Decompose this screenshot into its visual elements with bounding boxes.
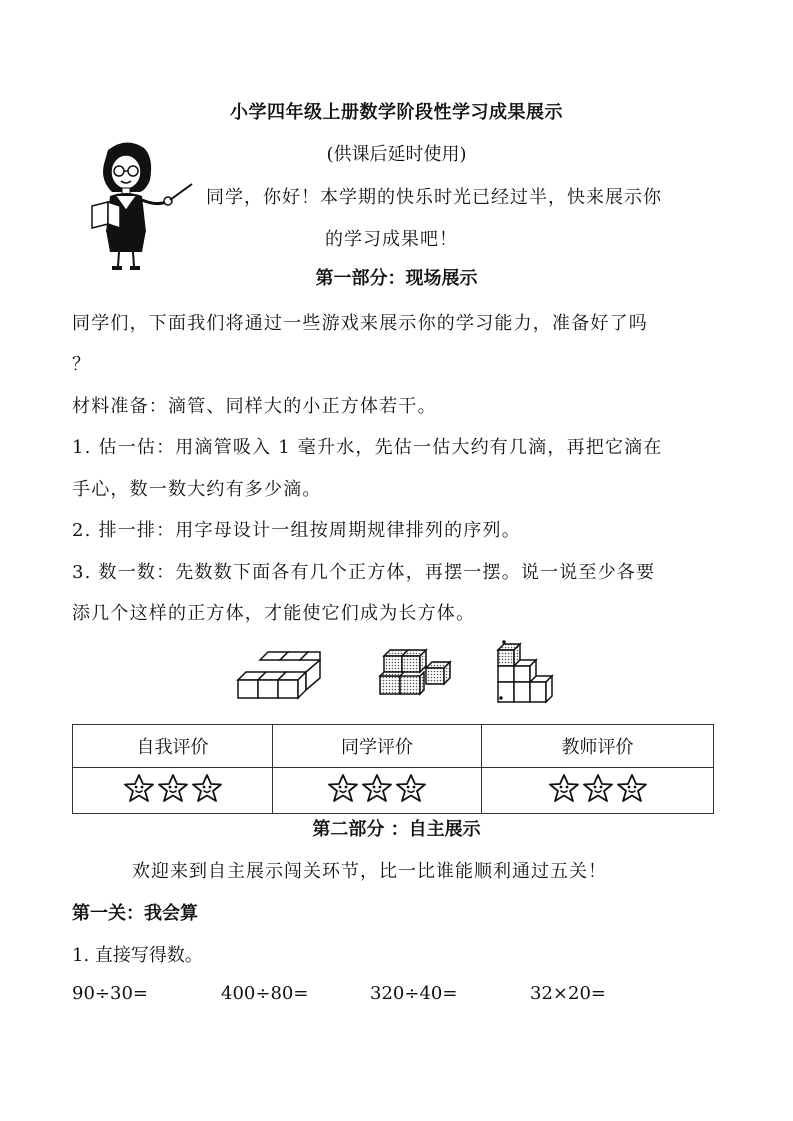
calc-item-3: 320÷40= [370, 983, 458, 1004]
calc-item-2: 400÷80= [221, 983, 309, 1004]
cube-figure-3 [492, 640, 564, 708]
smiling-star-icon [583, 774, 613, 807]
evaluation-table [72, 724, 714, 814]
eval-header-peer: 同学评价 [273, 725, 482, 768]
part1-heading: 第一部分：现场展示 [315, 268, 478, 289]
document-subtitle: (供课后延时使用) [326, 144, 467, 165]
eval-header-self: 自我评价 [73, 725, 273, 768]
materials-line: 材料准备：滴管、同样大的小正方体若干。 [72, 396, 437, 417]
eval-stars-teacher [482, 768, 714, 814]
calc-item-4: 32×20= [530, 983, 606, 1004]
smiling-star-icon [192, 774, 222, 807]
cube-figure-1 [234, 640, 324, 704]
eval-stars-self [73, 768, 273, 814]
part2-welcome: 欢迎来到自主展示闯关环节，比一比谁能顺利通过五关！ [132, 861, 607, 882]
question-1: 1. 直接写得数。 [72, 945, 203, 966]
smiling-star-icon [362, 774, 392, 807]
smiling-star-icon [328, 774, 358, 807]
eval-header-teacher: 教师评价 [482, 725, 714, 768]
teacher-illustration [86, 140, 196, 276]
smiling-star-icon [158, 774, 188, 807]
smiling-star-icon [549, 774, 579, 807]
smiling-star-icon [124, 774, 154, 807]
level1-title: 第一关：我会算 [72, 903, 198, 924]
item1-line-2: 手心，数一数大约有多少滴。 [72, 479, 322, 500]
item3-line-1: 3. 数一数：先数数下面各有几个正方体，再摆一摆。说一说至少各要 [72, 562, 656, 583]
part1-intro-line-2: ？ [72, 354, 92, 375]
item2-line: 2. 排一排：用字母设计一组按周期规律排列的序列。 [72, 520, 521, 541]
greeting-line-1: 同学，你好！本学期的快乐时光已经过半，快来展示你 [206, 187, 662, 208]
cube-figure-2 [376, 640, 456, 706]
item3-line-2: 添几个这样的正方体，才能使它们成为长方体。 [72, 603, 476, 624]
part1-intro-line-1: 同学们，下面我们将通过一些游戏来展示你的学习能力，准备好了吗 [72, 313, 648, 334]
smiling-star-icon [396, 774, 426, 807]
calc-item-1: 90÷30= [72, 983, 148, 1004]
eval-stars-peer [273, 768, 482, 814]
part2-heading: 第二部分 ：自主展示 [312, 819, 481, 840]
document-title: 小学四年级上册数学阶段性学习成果展示 [230, 102, 563, 123]
item1-line-1: 1. 估一估：用滴管吸入 1 毫升水，先估一估大约有几滴，再把它滴在 [72, 437, 663, 458]
smiling-star-icon [617, 774, 647, 807]
greeting-line-2: 的学习成果吧！ [325, 229, 458, 250]
